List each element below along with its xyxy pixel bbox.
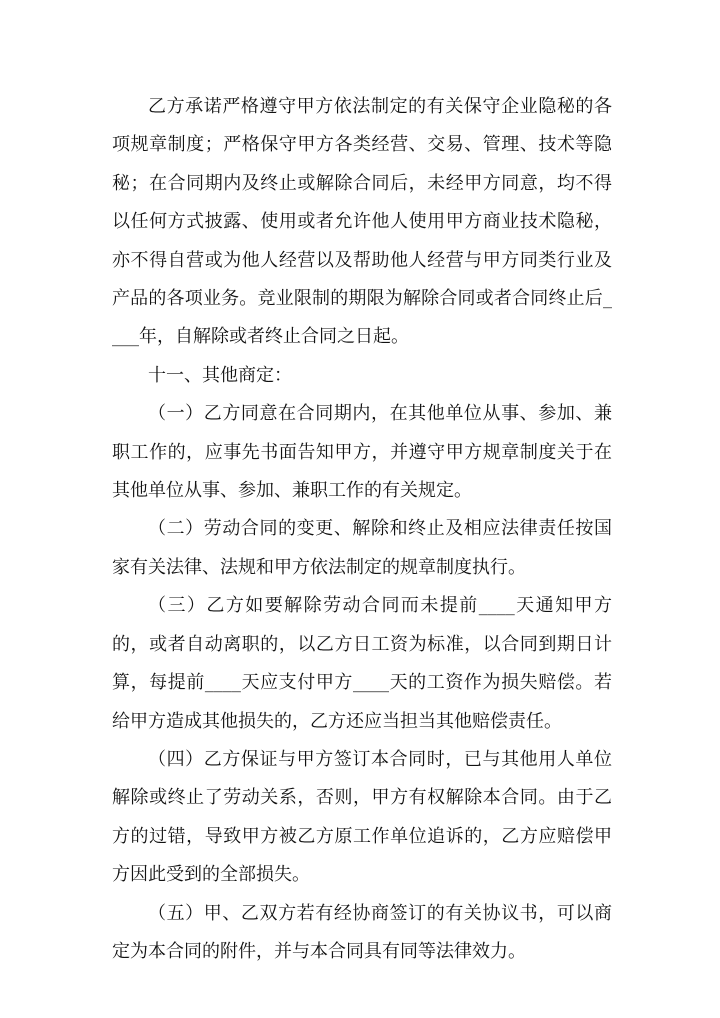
clause-4-paragraph: （四）乙方保证与甲方签订本合同时，已与其他用人单位解除或终止了劳动关系，否则，甲方有权解除本合同。由于乙方的过错，导致甲方被乙方原工作单位追诉的，乙方应赔偿甲方因此受到的全部损失。	[112, 748, 612, 886]
section-heading-other-agreements: 十一、其他商定：	[148, 364, 292, 386]
confidentiality-paragraph: 乙方承诺严格遵守甲方依法制定的有关保守企业隐秘的各项规章制度；严格保守甲方各类经营、交易、管理、技术等隐秘；在合同期内及终止或解除合同后，未经甲方同意，均不得以任何方式披露、使用或者允许他人使用甲方商业技术隐秘，亦不得自营或为他人经营以及帮助他人经营与甲方同类行业及产品的各项业务。竞业限制的期限为解除合同或者合同终止后____年，自解除或者终止合同之日起。	[112, 96, 612, 348]
clause-5-paragraph: （五）甲、乙双方若有经协商签订的有关协议书，可以商定为本合同的附件，并与本合同具有同等法律效力。	[112, 902, 612, 962]
clause-2-paragraph: （二）劳动合同的变更、解除和终止及相应法律责任按国家有关法律、法规和甲方依法制定的规章制度执行。	[112, 518, 612, 578]
clause-3-paragraph: （三）乙方如要解除劳动合同而未提前____天通知甲方的，或者自动离职的，以乙方日工资为标准，以合同到期日计算，每提前____天应支付甲方____天的工资作为损失赔偿。若给甲方造成其他损失的，乙方还应当担当其他赔偿责任。	[112, 595, 612, 732]
clause-1-paragraph: （一）乙方同意在合同期内，在其他单位从事、参加、兼职工作的，应事先书面告知甲方，并遵守甲方规章制度关于在其他单位从事、参加、兼职工作的有关规定。	[112, 403, 612, 502]
document-page	[112, 88, 612, 971]
